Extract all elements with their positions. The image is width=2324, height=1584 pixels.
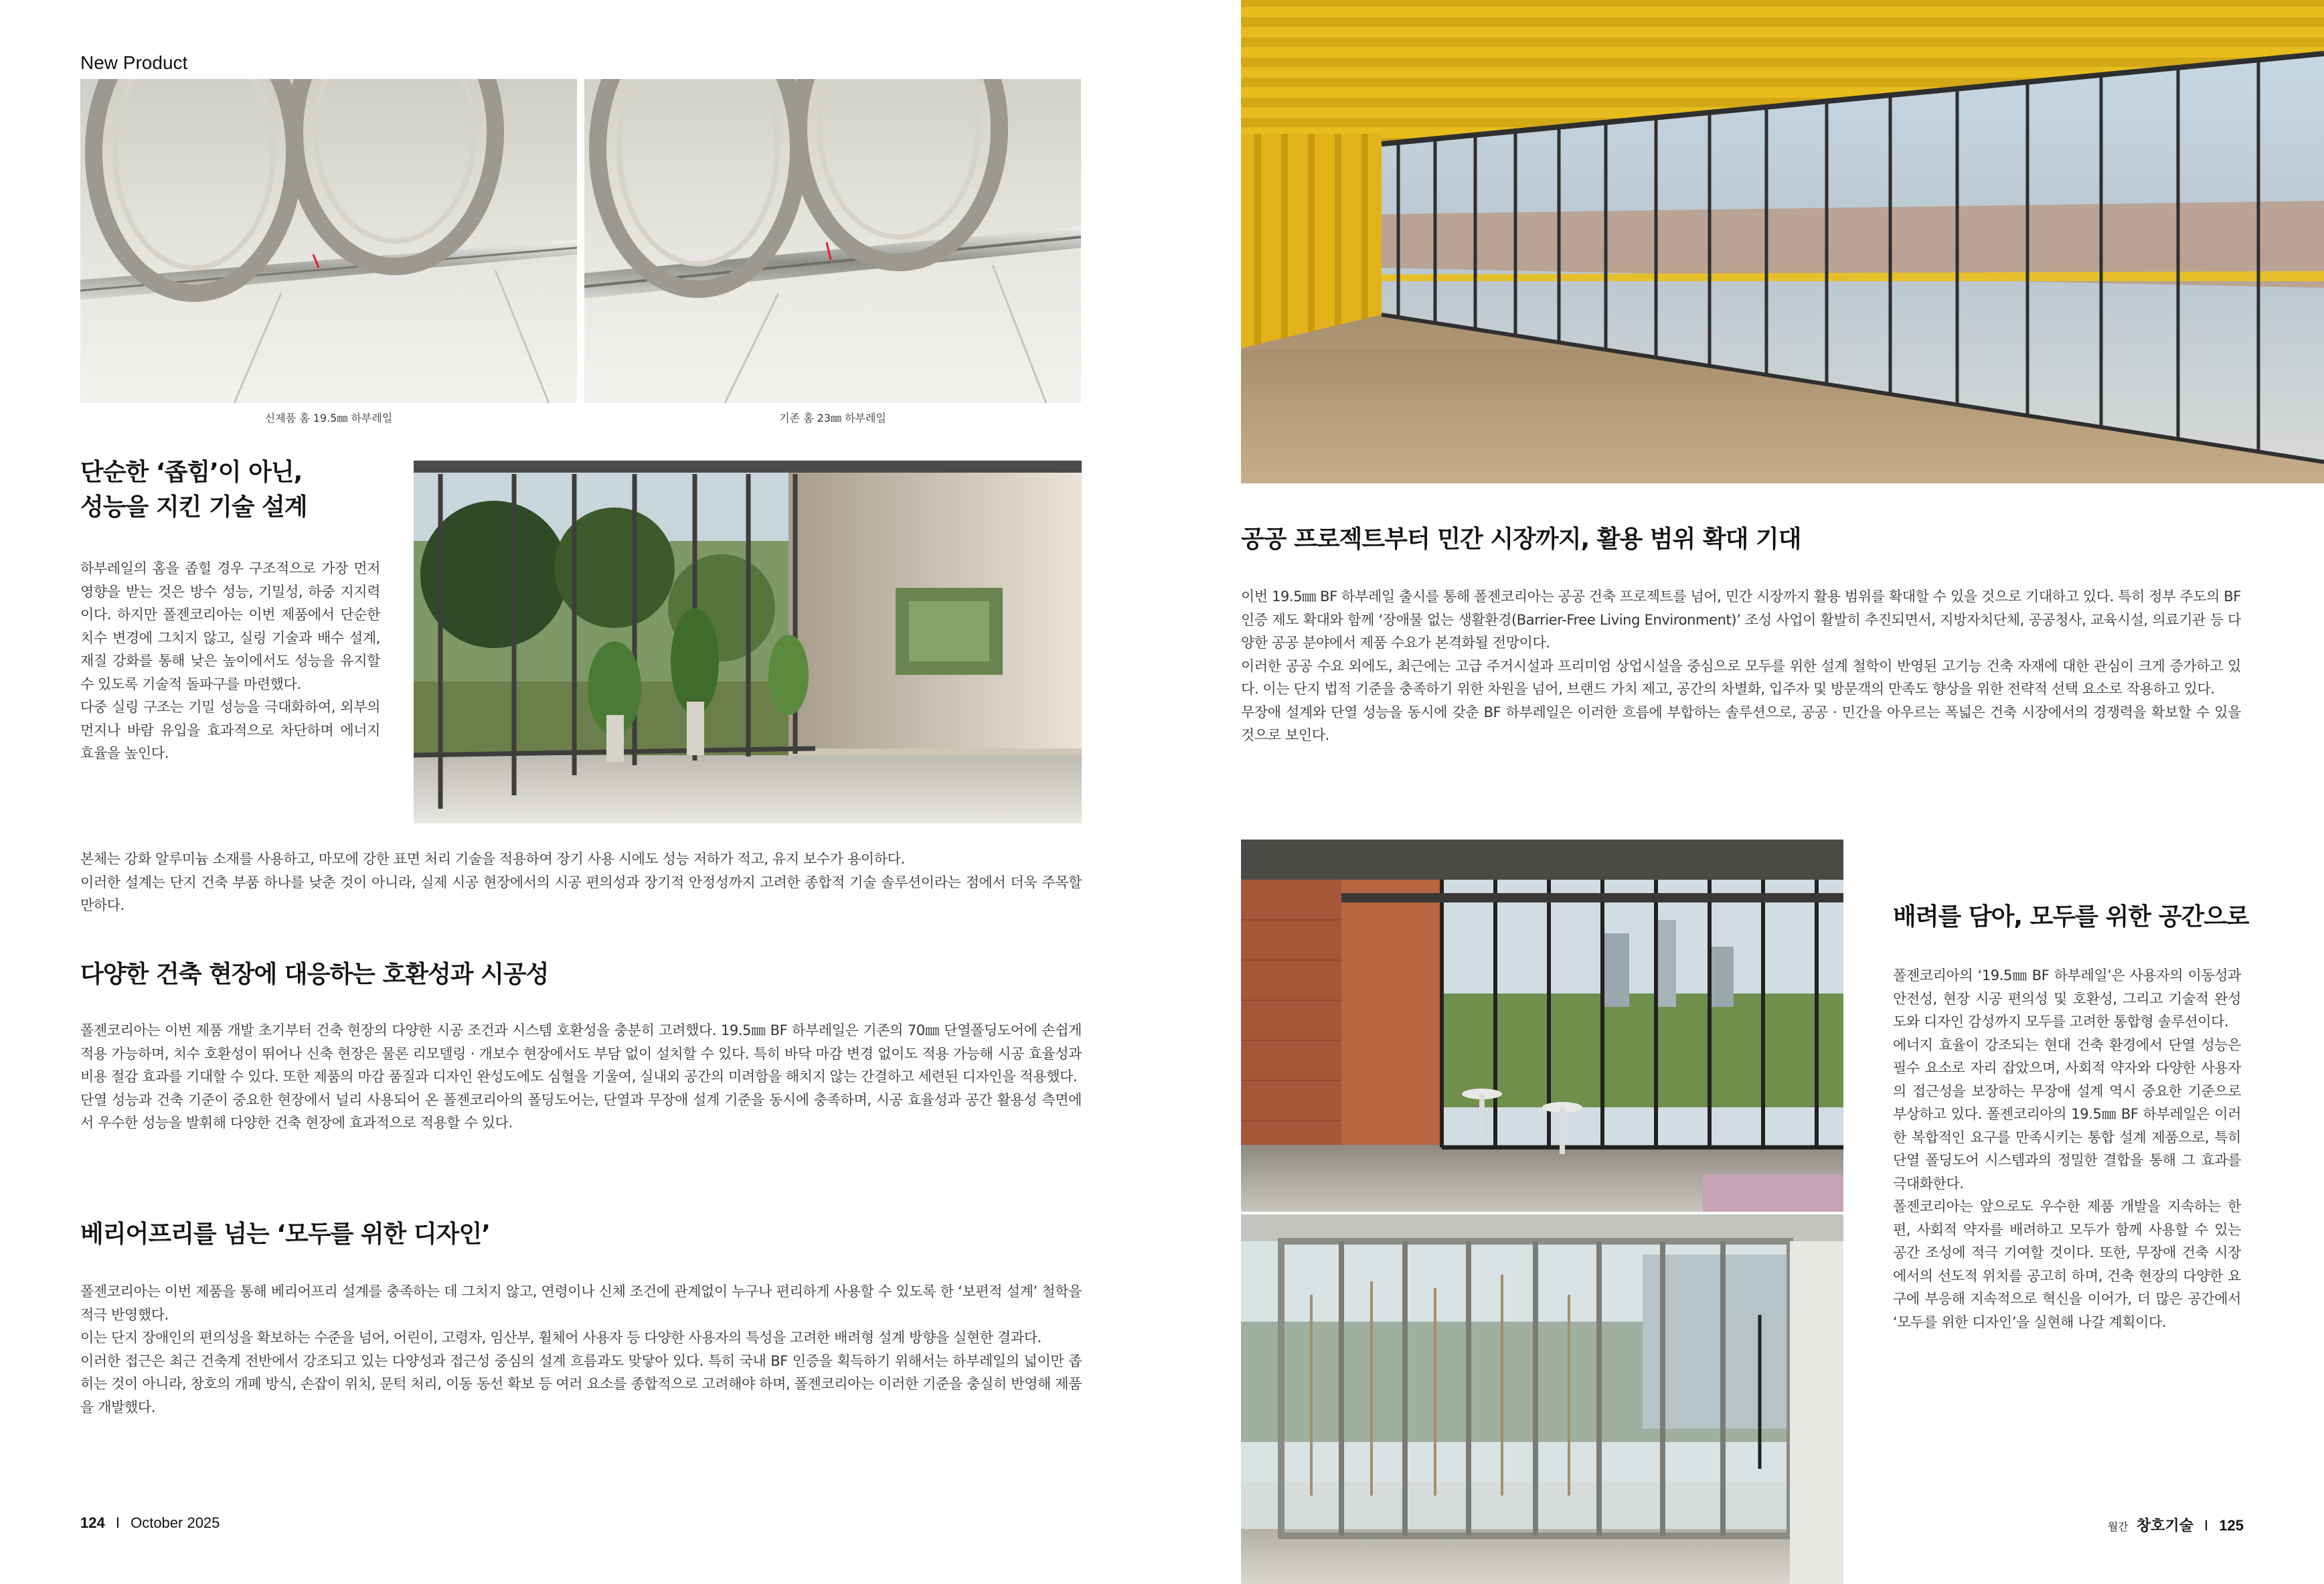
- paragraph-space-for-all: [1893, 964, 2241, 1334]
- magazine-title: 창호기술: [2136, 1517, 2193, 1534]
- paragraph-technical-design: [80, 557, 380, 765]
- folio-separator-right: I: [2204, 1517, 2209, 1534]
- paragraph-universal-design-2: 이는 단지 장애인의 편의성을 확보하는 수준을 넘어, 어린이, 고령자, 임산부, 휠체어 사용자 등 다양한 사용자의 특성을 고려한 배려형 설계 방향을 실현한 결과다.: [80, 1330, 1042, 1346]
- heading-technical-design-line1: 단순한 ‘좁힘’이 아닌,: [80, 459, 303, 486]
- heading-technical-design: [80, 455, 402, 525]
- paragraph-market-expansion: [1241, 585, 2241, 747]
- photo-new-rail: [80, 79, 577, 403]
- photo-lobby-folding-door: [414, 461, 1082, 823]
- heading-market-expansion: 공공 프로젝트부터 민간 시장까지, 활용 범위 확대 기대: [1241, 526, 1801, 553]
- right-page: [1162, 0, 2324, 1584]
- folio-separator-left: I: [115, 1514, 120, 1531]
- paragraph-technical-design-1: 하부레일의 홈을 좁힐 경우 구조적으로 가장 먼저 영향을 받는 것은 방수 성능, 기밀성, 하중 지지력이다. 하지만 폴젠코리아는 이번 제품에서 단순한 치수 변경에 그치지 않고, 실링 기술과 배수 설계, 재질 강화를 통해 낮은 높이에서도 성능을 유지할 수 있도록 기술적 돌파구를 마련했다.: [80, 560, 380, 692]
- paragraph-compatibility-1: 폴젠코리아는 이번 제품 개발 초기부터 건축 현장의 다양한 시공 조건과 시스템 호환성을 충분히 고려했다. 19.5㎜ BF 하부레일은 기존의 70㎜ 단열폴딩도어에 손쉽게 적용 가능하며, 치수 호환성이 뛰어나 신축 현장은 물론 리모델링 · 개보수 현장에서도 부담 없이 설치할 수 있다. 특히 바닥 마감 변경 없이도 적용 가능해 시공 효율성과 비용 절감 효과를 기대할 수 있다. 또한 제품의 마감 품질과 디자인 완성도에도 심혈을 기울여, 실내외 공간의 미려함을 해치지 않는 간결하고 세련된 디자인을 적용했다.: [80, 1022, 1082, 1085]
- paragraph-market-expansion-3: 무장애 설계와 단열 성능을 동시에 갖춘 BF 하부레일은 이러한 흐름에 부합하는 솔루션으로, 공공 · 민간을 아우르는 폭넓은 건축 시장에서의 경쟁력을 확보할 수 있을 것으로 보인다.: [1241, 704, 2241, 743]
- paragraph-universal-design-3: 이러한 접근은 최근 건축계 전반에서 강조되고 있는 다양성과 접근성 중심의 설계 흐름과도 맞닿아 있다. 특히 국내 BF 인증을 획득하기 위해서는 하부레일의 넓이만 좁히는 것이 아니라, 창호의 개폐 방식, 손잡이 위치, 문턱 처리, 이동 동선 확보 등 여러 요소를 종합적으로 고려해야 하며, 폴젠코리아는 이러한 기준을 충실히 반영해 제품을 개발했다.: [80, 1352, 1082, 1415]
- heading-universal-design: 베리어프리를 넘는 ‘모두를 위한 디자인’: [80, 1220, 490, 1248]
- paragraph-space-for-all-3: 폴젠코리아는 앞으로도 우수한 제품 개발을 지속하는 한편, 사회적 약자를 배려하고 모두가 함께 사용할 수 있는 공간 조성에 적극 기여할 것이다. 또한, 무장애 건축 시장에서의 선도적 위치를 공고히 하며, 건축 현장의 다양한 요구에 부응해 지속적으로 혁신을 이어가, 더 많은 공간에서 ‘모두를 위한 디자인’을 실현해 나갈 계획이다.: [1893, 1198, 2241, 1330]
- paragraph-technical-design-4: 이러한 설계는 단지 건축 부품 하나를 낮춘 것이 아니라, 실제 시공 현장에서의 시공 편의성과 장기적 안정성까지 고려한 종합적 기술 솔루션이라는 점에서 더욱 주목할 만하다.: [80, 874, 1082, 913]
- heading-space-for-all: 배려를 담아, 모두를 위한 공간으로: [1893, 903, 2249, 931]
- paragraph-technical-design-2: 다중 실링 구조는 기밀 성능을 극대화하여, 외부의 먼지나 바람 유입을 효과적으로 차단하며 에너지 효율을 높인다.: [80, 699, 380, 761]
- heading-compatibility: 다양한 건축 현장에 대응하는 호환성과 시공성: [80, 961, 549, 988]
- paragraph-technical-design-3: 본체는 강화 알루미늄 소재를 사용하고, 마모에 강한 표면 처리 기술을 적용하여 장기 사용 시에도 성능 저하가 적고, 유지 보수가 용이하다.: [80, 851, 905, 867]
- caption-existing-rail: 기존 홈 23㎜ 하부레일: [779, 412, 886, 424]
- paragraph-technical-design-cont: [80, 848, 1082, 917]
- paragraph-compatibility-2: 단열 성능과 건축 기준이 중요한 현장에서 널리 사용되어 온 폴젠코리아의 폴딩도어는, 단열과 무장애 설계 기준을 동시에 충족하며, 시공 효율성과 공간 활용성 측면에서 우수한 성능을 발휘해 다양한 건축 현장에 효과적으로 적용할 수 있다.: [80, 1091, 1082, 1131]
- page-number-right: 125: [2219, 1517, 2244, 1534]
- photo-brick-cafe: [1241, 840, 1843, 1212]
- photo-existing-rail: [584, 79, 1081, 403]
- magazine-prefix: 월간: [2107, 1522, 2129, 1533]
- folio-left: [80, 1514, 220, 1532]
- paragraph-space-for-all-2: 에너지 효율이 강조되는 현대 건축 환경에서 단열 성능은 필수 요소로 자리 잡았으며, 사회적 약자와 다양한 사용자의 접근성을 보장하는 무장애 설계 역시 중요한 기준으로 부상하고 있다. 폴젠코리아의 19.5㎜ BF 하부레일은 이러한 복합적인 요구를 만족시키는 통합 설계 제품으로, 특히 단열 폴딩도어 시스템과의 정밀한 결합을 통해 그 효과를 극대화한다.: [1893, 1036, 2241, 1192]
- paragraph-compatibility: [80, 1019, 1082, 1135]
- paragraph-space-for-all-1: 폴젠코리아의 ‘19.5㎜ BF 하부레일’은 사용자의 이동성과 안전성, 현장 시공 편의성 및 호환성, 그리고 기술적 완성도와 디자인 감성까지 모두를 고려한 통합형 솔루션이다.: [1893, 967, 2241, 1030]
- paragraph-market-expansion-1: 이번 19.5㎜ BF 하부레일 출시를 통해 폴젠코리아는 공공 건축 프로젝트를 넘어, 민간 시장까지 활용 범위를 확대할 수 있을 것으로 기대하고 있다. 특히 정부 주도의 BF 인증 제도 확대와 함께 ‘장애물 없는 생활환경(Barrier-Free Living Environment)’ 조성 사업이 활발히 추진되면서, 지방자치단체, 공공청사, 교육시설, 의료기관 등 다양한 공공 분야에서 제품 수요가 본격화될 전망이다.: [1241, 588, 2241, 651]
- paragraph-market-expansion-2: 이러한 공공 수요 외에도, 최근에는 고급 주거시설과 프리미엄 상업시설을 중심으로 모두를 위한 설계 철학이 반영된 고기능 건축 자재에 대한 관심이 크게 증가하고 있다. 이는 단지 법적 기준을 충족하기 위한 차원을 넘어, 브랜드 가치 제고, 공간의 차별화, 입주자 및 방문객의 만족도 향상을 위한 전략적 선택 요소로 작용하고 있다.: [1241, 657, 2241, 697]
- page-number-left: 124: [80, 1514, 105, 1531]
- caption-new-rail: 신제품 홈 19.5㎜ 하부레일: [264, 412, 393, 424]
- photo-yellow-lobby: [1241, 0, 2324, 483]
- section-label: New Product: [80, 52, 188, 73]
- folio-right: [2108, 1514, 2244, 1535]
- photo-folding-door-exterior: [1241, 1214, 1843, 1584]
- heading-technical-design-line2: 성능을 지킨 기술 설계: [80, 493, 307, 521]
- issue-date: October 2025: [131, 1514, 220, 1531]
- paragraph-universal-design: [80, 1280, 1082, 1419]
- paragraph-universal-design-1: 폴젠코리아는 이번 제품을 통해 베리어프리 설계를 충족하는 데 그치지 않고, 연령이나 신체 조건에 관계없이 누구나 편리하게 사용할 수 있도록 한 ‘보편적 설계’ 철학을 적극 반영했다.: [80, 1283, 1082, 1323]
